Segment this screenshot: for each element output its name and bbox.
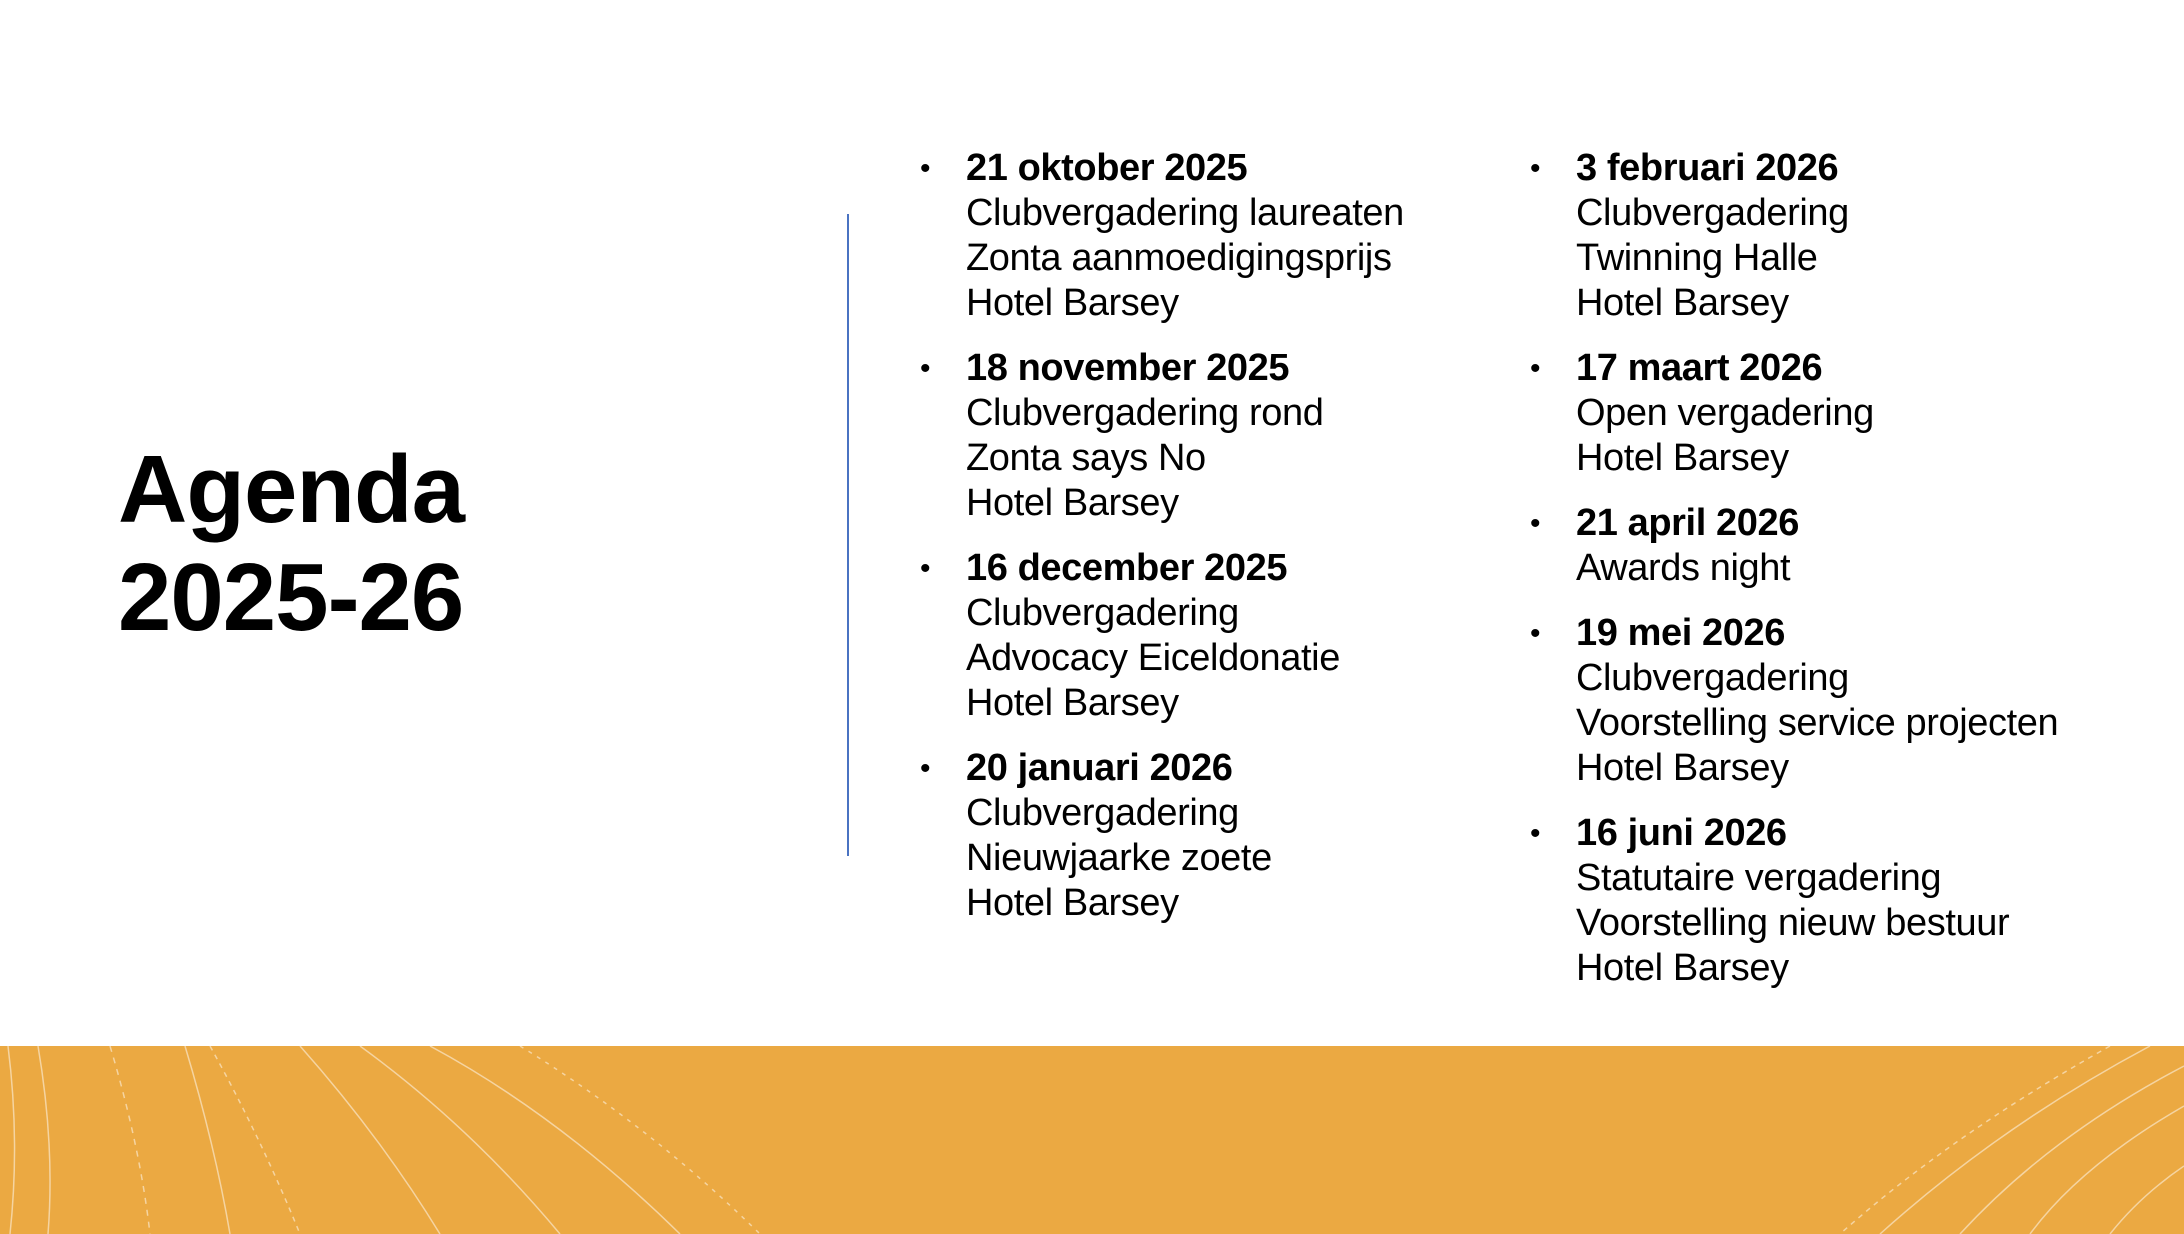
event-location: Hotel Barsey	[966, 682, 1179, 724]
event-date: 3 februari 2026	[1576, 147, 1839, 189]
event-date: 19 mei 2026	[1576, 612, 1785, 654]
event-detail: Clubvergadering	[966, 592, 1239, 634]
event-date: 17 maart 2026	[1576, 347, 1823, 389]
agenda-item	[920, 746, 1460, 926]
event-detail: Clubvergadering rond	[966, 392, 1324, 434]
event-location: Hotel Barsey	[1576, 282, 1789, 324]
bullet-icon: •	[1530, 507, 1541, 540]
bullet-icon: •	[920, 552, 931, 585]
event-detail: Zonta aanmoedigingsprijs	[966, 237, 1392, 279]
agenda-column-left	[920, 146, 1460, 946]
event-detail: Clubvergadering	[966, 792, 1239, 834]
slide-title-line-2: 2025-26	[118, 544, 464, 651]
event-detail: Clubvergadering	[1576, 192, 1849, 234]
agenda-item	[920, 346, 1460, 526]
event-date: 16 juni 2026	[1576, 812, 1787, 854]
bullet-icon: •	[920, 152, 931, 185]
event-detail: Advocacy Eiceldonatie	[966, 637, 1340, 679]
event-date: 18 november 2025	[966, 347, 1290, 389]
agenda-item	[1530, 611, 2170, 791]
event-location: Hotel Barsey	[966, 282, 1179, 324]
agenda-item	[1530, 501, 2170, 591]
event-location: Hotel Barsey	[1576, 947, 1789, 989]
agenda-item	[920, 146, 1460, 326]
event-detail: Voorstelling service projecten	[1576, 702, 2059, 744]
event-location: Hotel Barsey	[966, 482, 1179, 524]
slide-title	[118, 436, 464, 652]
event-date: 21 oktober 2025	[966, 147, 1248, 189]
agenda-column-right	[1530, 146, 2170, 1011]
event-detail: Awards night	[1576, 547, 1791, 589]
event-detail: Statutaire vergadering	[1576, 857, 1942, 899]
bullet-icon: •	[920, 352, 931, 385]
bullet-icon: •	[1530, 617, 1541, 650]
event-date: 20 januari 2026	[966, 747, 1233, 789]
event-location: Hotel Barsey	[966, 882, 1179, 924]
bullet-icon: •	[1530, 352, 1541, 385]
bullet-icon: •	[1530, 152, 1541, 185]
decorative-footer-band	[0, 1046, 2184, 1234]
bullet-icon: •	[920, 752, 931, 785]
event-detail: Nieuwjaarke zoete	[966, 837, 1272, 879]
event-detail: Clubvergadering	[1576, 657, 1849, 699]
event-detail: Voorstelling nieuw bestuur	[1576, 902, 2010, 944]
event-date: 16 december 2025	[966, 547, 1288, 589]
agenda-item	[920, 546, 1460, 726]
event-detail: Open vergadering	[1576, 392, 1874, 434]
event-detail: Clubvergadering laureaten	[966, 192, 1404, 234]
bullet-icon: •	[1530, 817, 1541, 850]
slide-title-line-1: Agenda	[118, 436, 465, 543]
event-detail: Zonta says No	[966, 437, 1206, 479]
agenda-item	[1530, 811, 2170, 991]
agenda-item	[1530, 346, 2170, 481]
event-location: Hotel Barsey	[1576, 747, 1789, 789]
agenda-item	[1530, 146, 2170, 326]
event-date: 21 april 2026	[1576, 502, 1799, 544]
vertical-divider	[847, 214, 849, 856]
event-detail: Twinning Halle	[1576, 237, 1818, 279]
event-location: Hotel Barsey	[1576, 437, 1789, 479]
decorative-arc-lines	[0, 1046, 2184, 1234]
